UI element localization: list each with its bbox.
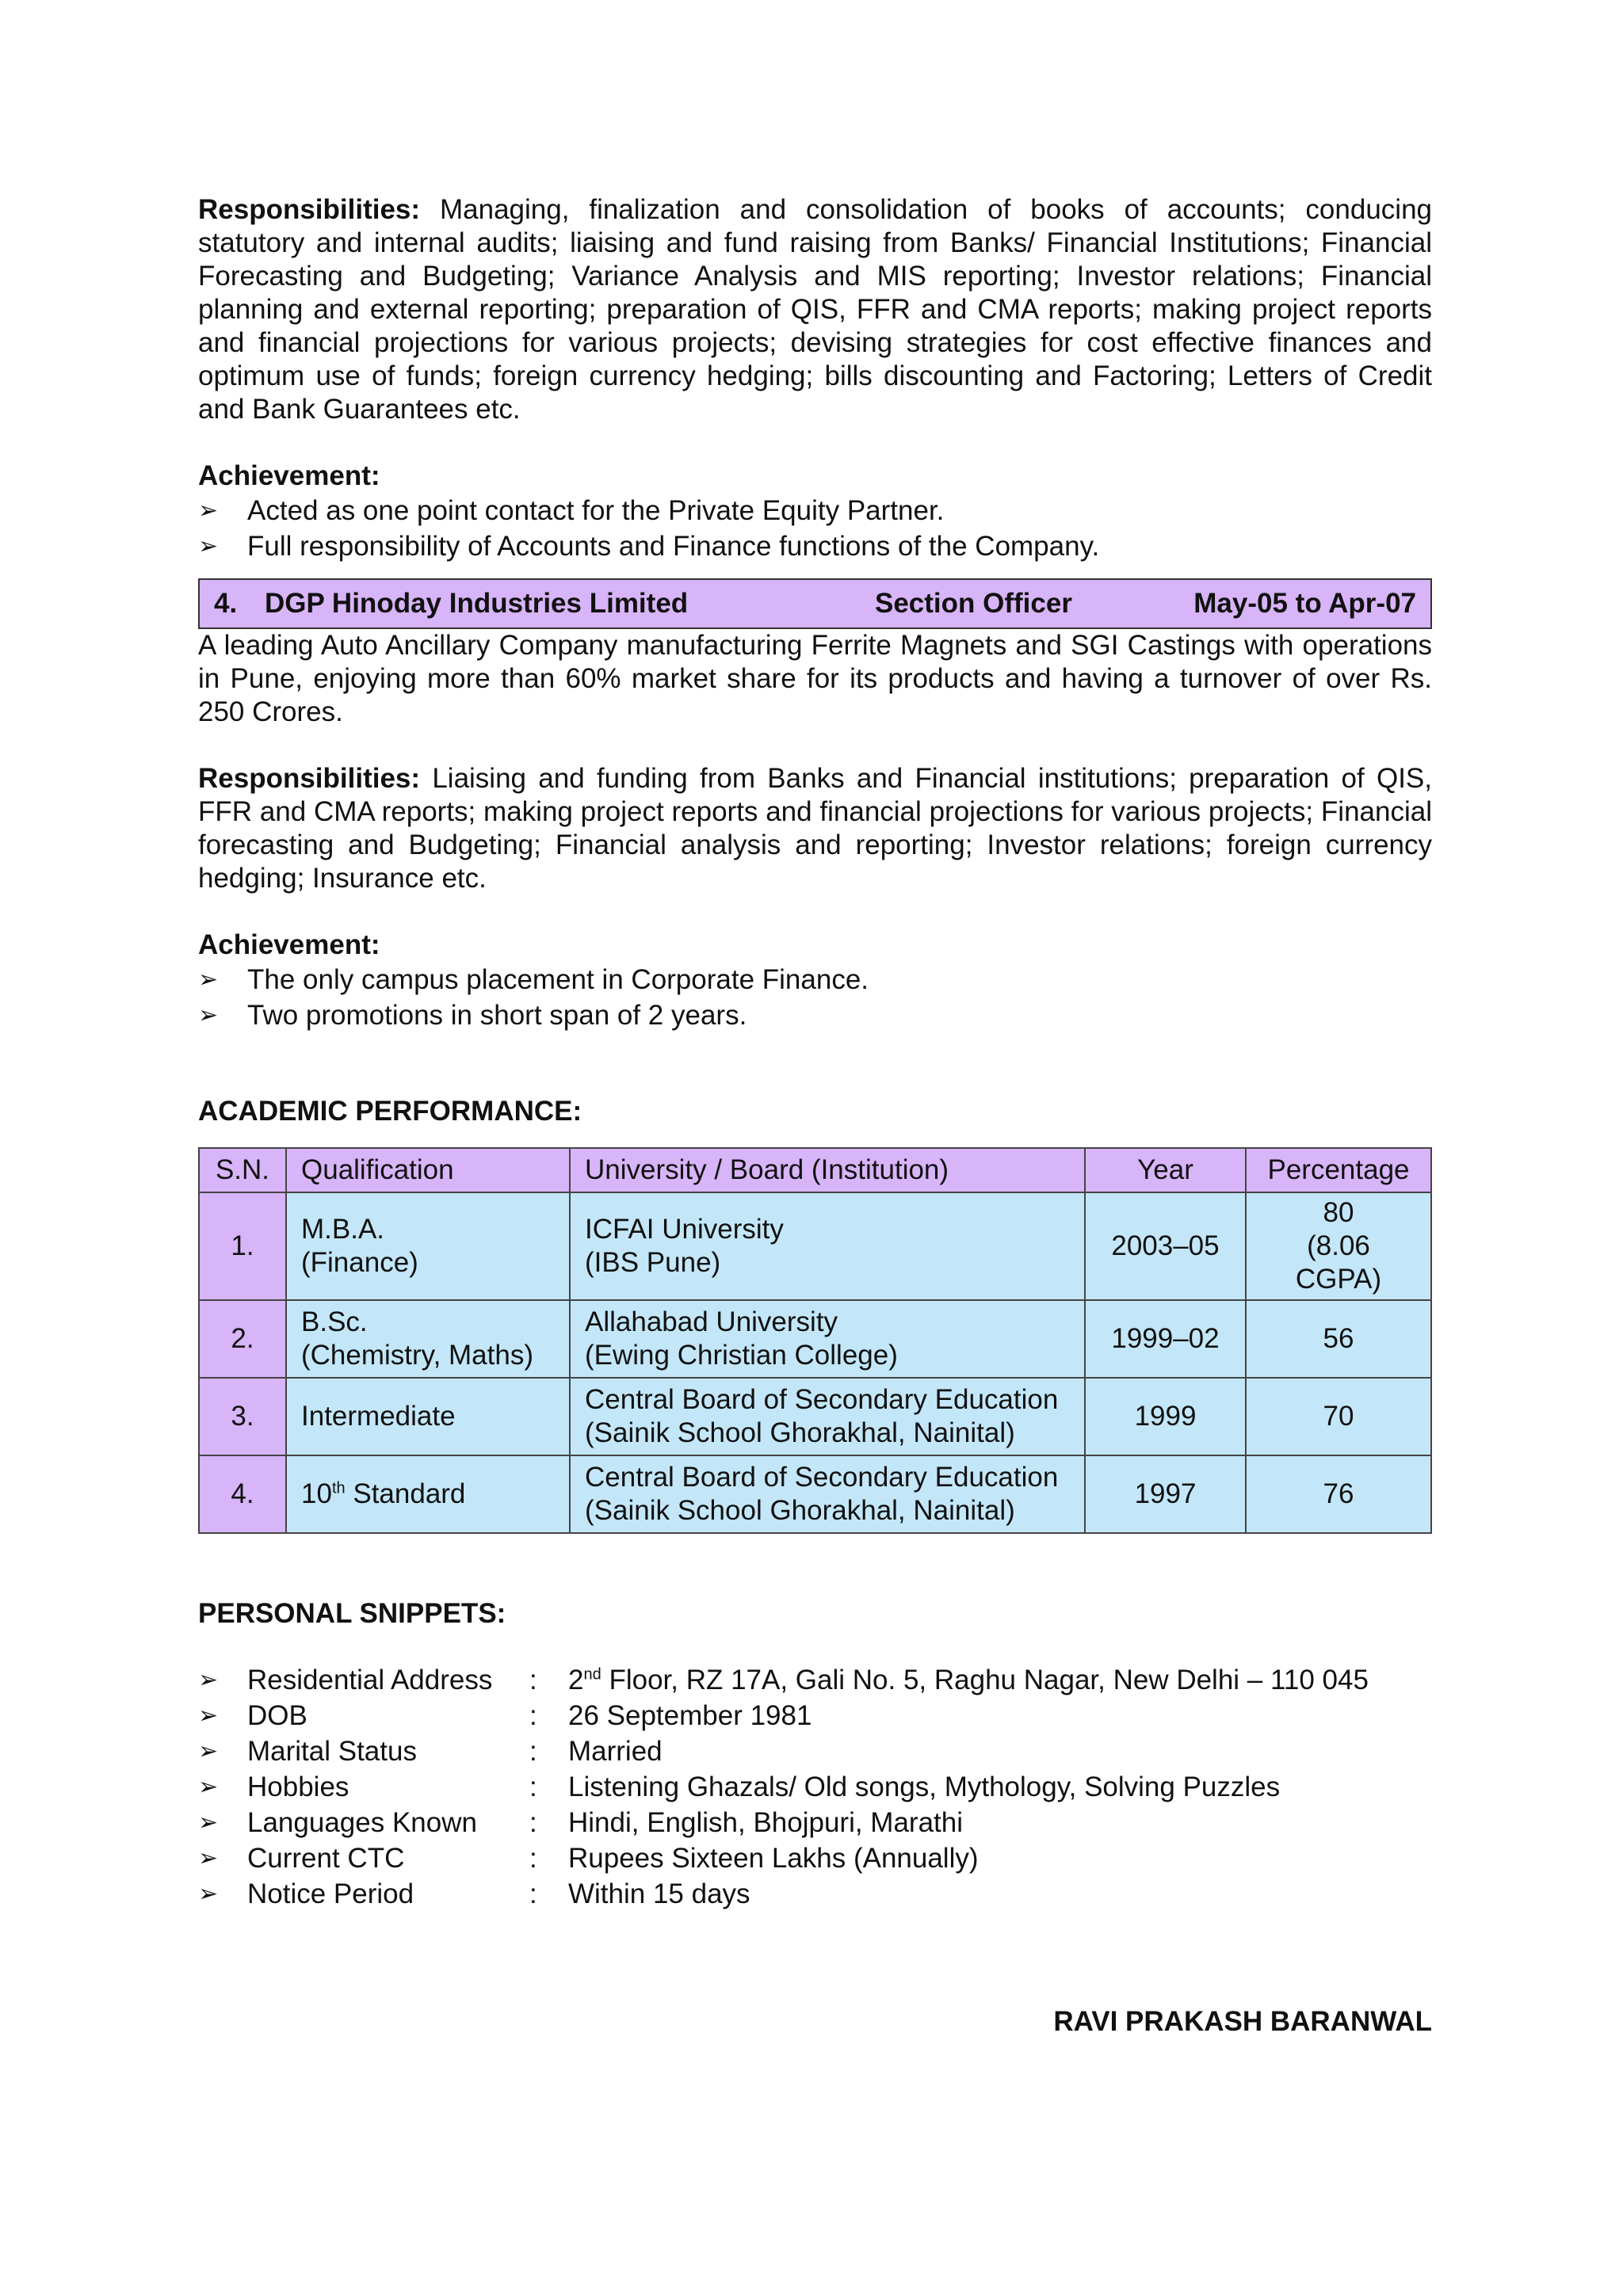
achievement-text: Full responsibility of Accounts and Finance functions of the Company. bbox=[247, 531, 1100, 562]
personal-label: Residential Address bbox=[247, 1665, 493, 1695]
university-cell bbox=[570, 1192, 1085, 1300]
percentage-cell: 76 bbox=[1246, 1455, 1431, 1533]
arrowhead-bullet-icon: ➢ bbox=[198, 1002, 219, 1028]
achievement-list bbox=[198, 962, 1432, 1033]
year-cell: 2003–05 bbox=[1085, 1192, 1246, 1300]
job-role: Section Officer bbox=[875, 588, 1072, 619]
job-header-bar bbox=[198, 578, 1432, 629]
year-cell: 1999 bbox=[1085, 1378, 1246, 1455]
personal-value: Rupees Sixteen Lakhs (Annually) bbox=[568, 1843, 979, 1874]
university-line: ICFAI University bbox=[585, 1214, 784, 1245]
university-line: (Sainik School Ghorakhal, Nainital) bbox=[585, 1417, 1015, 1448]
arrowhead-bullet-icon: ➢ bbox=[198, 533, 219, 559]
arrowhead-bullet-icon: ➢ bbox=[198, 967, 219, 993]
qualification-line: B.Sc. bbox=[301, 1306, 368, 1337]
personal-label: Current CTC bbox=[247, 1843, 405, 1874]
university-cell bbox=[570, 1455, 1085, 1533]
separator-colon: : bbox=[529, 1807, 537, 1838]
arrowhead-bullet-icon: ➢ bbox=[198, 1703, 219, 1729]
personal-heading: PERSONAL SNIPPETS: bbox=[198, 1598, 506, 1629]
column-header: Qualification bbox=[286, 1148, 570, 1192]
list-item bbox=[198, 1769, 1432, 1805]
personal-value: Hindi, English, Bhojpuri, Marathi bbox=[568, 1807, 964, 1838]
year-cell: 1997 bbox=[1085, 1455, 1246, 1533]
qualification-cell bbox=[286, 1300, 570, 1378]
job-number: 4. bbox=[214, 588, 238, 619]
separator-colon: : bbox=[529, 1772, 537, 1802]
qualification-cell bbox=[286, 1192, 570, 1300]
university-line: (Ewing Christian College) bbox=[585, 1340, 898, 1371]
achievement-label: Achievement: bbox=[198, 460, 380, 491]
table-row bbox=[199, 1192, 1431, 1300]
table-row bbox=[199, 1300, 1431, 1378]
list-item bbox=[198, 962, 1432, 997]
personal-label: DOB bbox=[247, 1700, 307, 1731]
job-period: May-05 to Apr-07 bbox=[1193, 588, 1416, 619]
responsibilities-label: Responsibilities: bbox=[198, 763, 421, 794]
list-item bbox=[198, 1840, 1432, 1876]
list-item bbox=[198, 1733, 1432, 1769]
achievement-text: The only campus placement in Corporate Finance. bbox=[247, 964, 869, 995]
responsibilities-text: Liaising and funding from Banks and Financial institutions; preparation of QIS, FFR and CMA reports; making project reports and financial projections for various projects; Financial forecasting and Budgeting; Financial analysis and reporting; Investor relations; foreign currency hedging; Insurance etc. bbox=[198, 763, 1432, 894]
personal-value bbox=[568, 1662, 1369, 1698]
signature-name: RAVI PRAKASH BARANWAL bbox=[1053, 2006, 1432, 2037]
achievement-text: Acted as one point contact for the Private Equity Partner. bbox=[247, 495, 945, 526]
percentage-cell: 56 bbox=[1246, 1300, 1431, 1378]
academic-table bbox=[198, 1147, 1432, 1534]
list-item bbox=[198, 528, 1432, 564]
sn-cell: 4. bbox=[199, 1455, 286, 1533]
qualification-text: Standard bbox=[345, 1478, 466, 1509]
list-item bbox=[198, 1876, 1432, 1912]
column-header: Percentage bbox=[1246, 1148, 1431, 1192]
university-line: Allahabad University bbox=[585, 1306, 838, 1337]
achievement-label: Achievement: bbox=[198, 929, 380, 960]
qualification-line: M.B.A. bbox=[301, 1214, 385, 1245]
arrowhead-bullet-icon: ➢ bbox=[198, 1845, 219, 1871]
address-text: Floor, RZ 17A, Gali No. 5, Raghu Nagar, New Delhi – 110 045 bbox=[601, 1665, 1369, 1695]
personal-label: Hobbies bbox=[247, 1772, 349, 1802]
arrowhead-bullet-icon: ➢ bbox=[198, 1738, 219, 1764]
list-item bbox=[198, 1805, 1432, 1840]
percentage-line: 80 bbox=[1323, 1197, 1354, 1228]
separator-colon: : bbox=[529, 1843, 537, 1874]
qualification-suffix: th bbox=[331, 1479, 346, 1497]
university-cell bbox=[570, 1378, 1085, 1455]
sn-cell: 2. bbox=[199, 1300, 286, 1378]
responsibilities-label: Responsibilities: bbox=[198, 194, 421, 225]
university-cell bbox=[570, 1300, 1085, 1378]
list-item bbox=[198, 1698, 1432, 1733]
table-header-row bbox=[199, 1148, 1431, 1192]
sn-cell: 3. bbox=[199, 1378, 286, 1455]
separator-colon: : bbox=[529, 1665, 537, 1695]
percentage-cell: 70 bbox=[1246, 1378, 1431, 1455]
list-item bbox=[198, 997, 1432, 1033]
list-item bbox=[198, 1662, 1432, 1698]
responsibilities-text: Managing, finalization and consolidation of books of accounts; conducing statutory and internal audits; liaising and fund raising from Banks/ Financial Institutions; Financial Forecasting and Budgeting; Variance Analysis and MIS reporting; Investor relations; Financial planning and external reporting; preparation of QIS, FFR and CMA reports; making project reports and financial projections for various projects; devising strategies for cost effective finances and optimum use of funds; foreign currency hedging; bills discounting and Factoring; Letters of Credit and Bank Guarantees etc. bbox=[198, 194, 1432, 425]
university-line: Central Board of Secondary Education bbox=[585, 1384, 1059, 1415]
arrowhead-bullet-icon: ➢ bbox=[198, 1881, 219, 1907]
personal-label: Languages Known bbox=[247, 1807, 477, 1838]
separator-colon: : bbox=[529, 1736, 537, 1767]
qualification-number: 10 bbox=[301, 1478, 332, 1509]
list-item bbox=[198, 493, 1432, 528]
arrowhead-bullet-icon: ➢ bbox=[198, 498, 219, 524]
address-suffix: nd bbox=[583, 1665, 601, 1684]
percentage-cell bbox=[1246, 1192, 1431, 1300]
separator-colon: : bbox=[529, 1700, 537, 1731]
personal-label: Notice Period bbox=[247, 1878, 414, 1909]
university-line: (Sainik School Ghorakhal, Nainital) bbox=[585, 1495, 1015, 1526]
resume-page bbox=[198, 193, 1432, 2039]
academic-heading: ACADEMIC PERFORMANCE: bbox=[198, 1096, 582, 1127]
percentage-line: (8.06 CGPA) bbox=[1295, 1230, 1382, 1295]
column-header: S.N. bbox=[199, 1148, 286, 1192]
qualification-cell bbox=[286, 1455, 570, 1533]
qualification-cell: Intermediate bbox=[286, 1378, 570, 1455]
university-line: Central Board of Secondary Education bbox=[585, 1462, 1059, 1493]
personal-list bbox=[198, 1662, 1432, 1912]
personal-value: Married bbox=[568, 1736, 663, 1767]
achievement-list bbox=[198, 493, 1432, 564]
personal-value: Within 15 days bbox=[568, 1878, 750, 1909]
address-number: 2 bbox=[568, 1665, 584, 1695]
responsibilities-paragraph bbox=[198, 762, 1432, 895]
table-row bbox=[199, 1378, 1431, 1455]
qualification-line: (Finance) bbox=[301, 1247, 418, 1278]
personal-label: Marital Status bbox=[247, 1736, 417, 1767]
personal-value: Listening Ghazals/ Old songs, Mythology, Solving Puzzles bbox=[568, 1772, 1281, 1802]
column-header: Year bbox=[1085, 1148, 1246, 1192]
qualification-line: (Chemistry, Maths) bbox=[301, 1340, 533, 1371]
responsibilities-paragraph bbox=[198, 193, 1432, 426]
arrowhead-bullet-icon: ➢ bbox=[198, 1667, 219, 1693]
university-line: (IBS Pune) bbox=[585, 1247, 721, 1278]
achievement-text: Two promotions in short span of 2 years. bbox=[247, 1000, 747, 1031]
separator-colon: : bbox=[529, 1878, 537, 1909]
column-header: University / Board (Institution) bbox=[570, 1148, 1085, 1192]
job-company: DGP Hinoday Industries Limited bbox=[265, 588, 689, 619]
company-description: A leading Auto Ancillary Company manufacturing Ferrite Magnets and SGI Castings with operations in Pune, enjoying more than 60% market share for its products and having a turnover of over Rs. 250 Crores. bbox=[198, 630, 1432, 727]
arrowhead-bullet-icon: ➢ bbox=[198, 1810, 219, 1836]
table-row bbox=[199, 1455, 1431, 1533]
year-cell: 1999–02 bbox=[1085, 1300, 1246, 1378]
personal-value: 26 September 1981 bbox=[568, 1700, 812, 1731]
arrowhead-bullet-icon: ➢ bbox=[198, 1774, 219, 1800]
sn-cell: 1. bbox=[199, 1192, 286, 1300]
